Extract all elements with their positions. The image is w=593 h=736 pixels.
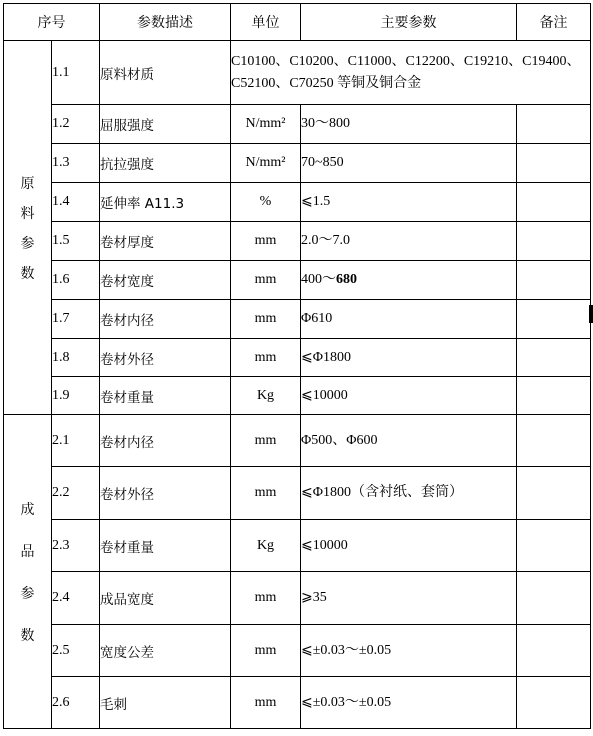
row-note [517, 572, 591, 625]
table-row [4, 183, 591, 222]
row-unit: mm [231, 222, 301, 261]
row-number: 2.3 [52, 520, 100, 572]
table-row [4, 339, 591, 377]
table-row [4, 222, 591, 261]
group-char: 数 [20, 627, 35, 644]
row-unit: mm [231, 467, 301, 520]
row-desc: 卷材厚度 [100, 222, 231, 261]
row-unit: mm [231, 677, 301, 729]
row-note [517, 339, 591, 377]
row-param: ⩽10000 [301, 520, 517, 572]
row-note [517, 415, 591, 467]
row-note [517, 183, 591, 222]
table-row [4, 300, 591, 339]
row-unit: mm [231, 339, 301, 377]
row-param: Φ610 [301, 300, 517, 339]
table-row [4, 677, 591, 729]
table-row [4, 261, 591, 300]
row-desc: 抗拉强度 [100, 144, 231, 183]
row-number: 1.6 [52, 261, 100, 300]
row-desc: 延伸率 A11.3 [100, 183, 231, 222]
row-number: 1.5 [52, 222, 100, 261]
row-unit: mm [231, 261, 301, 300]
row-unit: mm [231, 625, 301, 677]
row-note [517, 105, 591, 144]
row-desc: 宽度公差 [100, 625, 231, 677]
row-param: 30～800 [301, 105, 517, 144]
row-number: 1.1 [52, 41, 100, 105]
row-unit: mm [231, 415, 301, 467]
row-unit: % [231, 183, 301, 222]
row-param: ⩽10000 [301, 377, 517, 415]
table-row [4, 41, 591, 105]
table-row [4, 105, 591, 144]
row-desc: 成品宽度 [100, 572, 231, 625]
row-unit: mm [231, 300, 301, 339]
row-desc: 卷材外径 [100, 339, 231, 377]
row-note [517, 300, 591, 339]
row-unit: Kg [231, 377, 301, 415]
table-row [4, 467, 591, 520]
table-row [4, 415, 591, 467]
group-char: 品 [20, 543, 35, 560]
row-desc: 屈服强度 [100, 105, 231, 144]
group-char: 成 [20, 501, 35, 518]
row-desc: 卷材内径 [100, 300, 231, 339]
row-unit: N/mm² [231, 144, 301, 183]
row-number: 2.5 [52, 625, 100, 677]
group-char: 参 [20, 585, 35, 602]
group-char: 参 [20, 235, 35, 252]
row-param: ⩾35 [301, 572, 517, 625]
param-prefix: 400～ [301, 272, 336, 287]
group-char: 原 [20, 175, 35, 192]
row-desc: 卷材重量 [100, 520, 231, 572]
row-number: 2.6 [52, 677, 100, 729]
row-param: C10100、C10200、C11000、C12200、C19210、C19400、C52100、C70250 等铜及铜合金 [231, 41, 591, 105]
table-row [4, 520, 591, 572]
row-desc: 卷材外径 [100, 467, 231, 520]
group-label-raw [4, 41, 52, 415]
row-note [517, 144, 591, 183]
row-note [517, 377, 591, 415]
row-param: ⩽Φ1800（含衬纸、套筒） [301, 467, 517, 520]
row-param: ⩽Φ1800 [301, 339, 517, 377]
row-param: ⩽1.5 [301, 183, 517, 222]
row-number: 1.4 [52, 183, 100, 222]
row-note [517, 677, 591, 729]
row-unit: Kg [231, 520, 301, 572]
row-note [517, 261, 591, 300]
group-label-product [4, 415, 52, 729]
row-note [517, 222, 591, 261]
row-param: 70~850 [301, 144, 517, 183]
row-param [301, 261, 517, 300]
row-desc: 卷材宽度 [100, 261, 231, 300]
page-edge-mark [589, 305, 593, 323]
header-desc: 参数描述 [100, 4, 231, 41]
spec-table [3, 3, 591, 729]
header-note: 备注 [517, 4, 591, 41]
row-param: ⩽±0.03～±0.05 [301, 625, 517, 677]
header-unit: 单位 [231, 4, 301, 41]
row-desc: 卷材重量 [100, 377, 231, 415]
param-bold-value: 680 [336, 272, 357, 287]
row-number: 1.8 [52, 339, 100, 377]
table-row [4, 572, 591, 625]
row-param: Φ500、Φ600 [301, 415, 517, 467]
group-char: 料 [20, 205, 35, 222]
row-number: 2.1 [52, 415, 100, 467]
row-number: 2.2 [52, 467, 100, 520]
row-number: 1.3 [52, 144, 100, 183]
row-number: 1.2 [52, 105, 100, 144]
row-note [517, 625, 591, 677]
row-param: 2.0～7.0 [301, 222, 517, 261]
row-param: ⩽±0.03～±0.05 [301, 677, 517, 729]
header-row [4, 4, 591, 41]
table-row [4, 144, 591, 183]
row-desc: 原料材质 [100, 41, 231, 105]
row-unit: N/mm² [231, 105, 301, 144]
row-number: 1.7 [52, 300, 100, 339]
table-row [4, 625, 591, 677]
header-main: 主要参数 [301, 4, 517, 41]
header-seq: 序号 [4, 4, 100, 41]
row-desc: 卷材内径 [100, 415, 231, 467]
row-note [517, 520, 591, 572]
row-desc: 毛刺 [100, 677, 231, 729]
row-number: 2.4 [52, 572, 100, 625]
row-number: 1.9 [52, 377, 100, 415]
group-char: 数 [20, 265, 35, 282]
row-unit: mm [231, 572, 301, 625]
row-note [517, 467, 591, 520]
table-row [4, 377, 591, 415]
